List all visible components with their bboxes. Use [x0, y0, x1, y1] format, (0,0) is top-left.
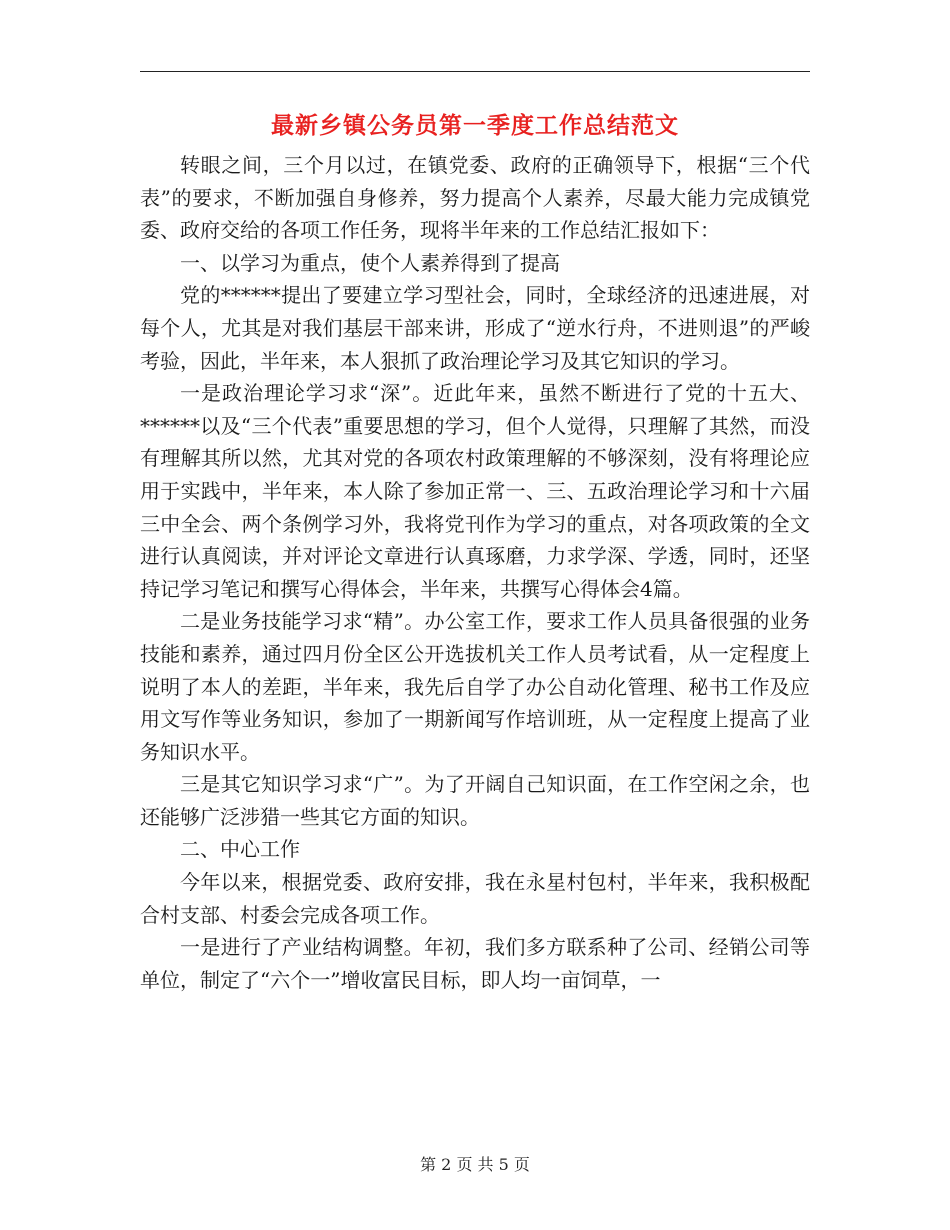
document-body [140, 149, 810, 996]
header-rule [140, 71, 810, 72]
paragraph-political-theory: 一是政治理论学习求“深”。近此年来，虽然不断进行了党的十五大、******以及“三个代表”重要思想的学习，但个人觉得，只理解了其然，而没有理解其所以然，尤其对党的各项农村政策理解的不够深刻，没有将理论应用于实践中，半年来，本人除了参加正常一、三、五政治理论学习和十六届三中全会、两个条例学习外，我将党刊作为学习的重点，对各项政策的全文进行认真阅读，并对评论文章进行认真琢磨，力求学深、学透，同时，还坚持记学习笔记和撰写心得体会，半年来，共撰写心得体会4篇。 [140, 381, 810, 601]
paragraph-learning-society: 党的******提出了要建立学习型社会，同时，全球经济的迅速进展，对每个人，尤其是对我们基层干部来讲，形成了“逆水行舟，不进则退”的严峻考验，因此，半年来，本人狠抓了政治理论学习及其它知识的学习。 [140, 283, 810, 373]
paragraph-business-skills: 二是业务技能学习求“精”。办公室工作，要求工作人员具备很强的业务技能和素养，通过四月份全区公开选拔机关工作人员考试看，从一定程度上说明了本人的差距，半年来，我先后自学了办公自动化管理、秘书工作及应用文写作等业务知识，参加了一期新闻写作培训班，从一定程度上提高了业务知识水平。 [140, 609, 810, 764]
document-title: 最新乡镇公务员第一季度工作总结范文 [271, 113, 679, 139]
paragraph-other-knowledge: 三是其它知识学习求“广”。为了开阔自己知识面，在工作空闲之余，也还能够广泛涉猎一些其它方面的知识。 [140, 772, 810, 829]
paragraph-intro: 转眼之间，三个月以过，在镇党委、政府的正确领导下，根据“三个代表”的要求，不断加强自身修养，努力提高个人素养，尽最大能力完成镇党委、政府交给的各项工作任务，现将半年来的工作总结汇报如下： [140, 153, 810, 243]
paragraph-village-work: 今年以来，根据党委、政府安排，我在永星村包村，半年来，我积极配合村支部、村委会完成各项工作。 [140, 870, 810, 927]
paragraph-industry-adjustment: 一是进行了产业结构调整。年初，我们多方联系种了公司、经销公司等单位，制定了“六个一”增收富民目标，即人均一亩饲草，一 [140, 935, 810, 992]
section-heading-central-work: 二、中心工作 [180, 837, 300, 862]
section-heading-study: 一、以学习为重点，使个人素养得到了提高 [180, 250, 560, 275]
page-number: 第 2 页 共 5 页 [420, 1155, 530, 1174]
